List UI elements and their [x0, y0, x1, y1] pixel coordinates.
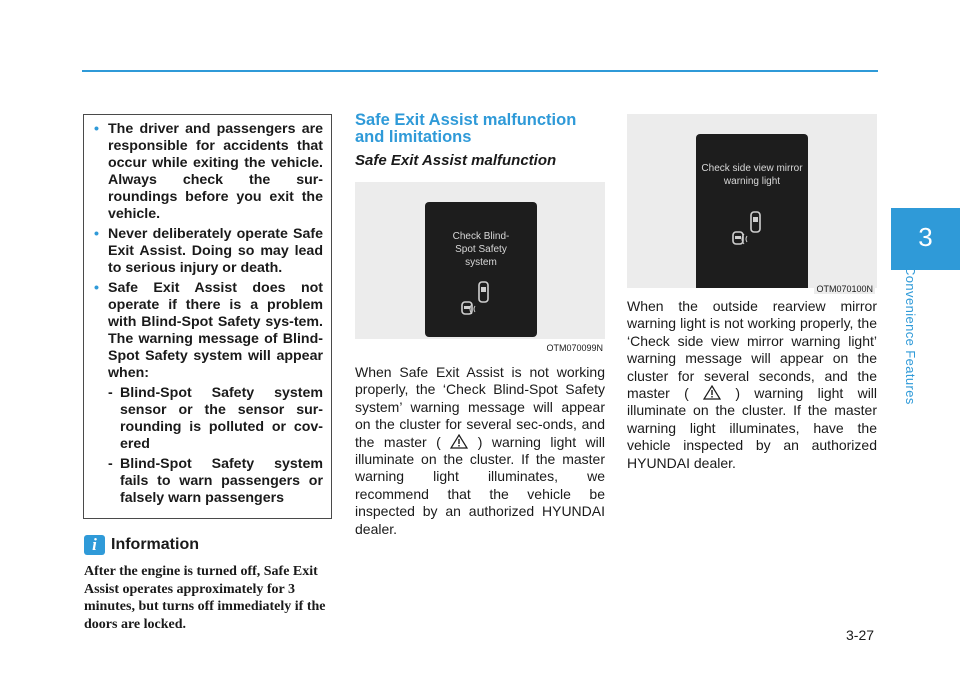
- section-subtitle: Safe Exit Assist malfunction: [355, 152, 557, 169]
- warning-triangle-icon: [450, 434, 468, 449]
- info-title: Information: [111, 536, 199, 553]
- bullet-icon: •: [94, 121, 99, 137]
- warning-list: [88, 121, 323, 507]
- figure-code: OTM070099N: [546, 343, 603, 353]
- info-text: After the engine is turned off, Safe Exit Assist operates approximately for 3 minutes, but turns off immediately if the doors are locked.: [84, 564, 326, 632]
- dash-marker: -: [108, 456, 113, 472]
- warning-box: [83, 114, 332, 519]
- dash-marker: -: [108, 385, 113, 401]
- cluster-message: Check side view mirror warning light: [701, 163, 803, 187]
- warning-item: • Never deliberately operate Safe Exit Assist. Doing so may lead to serious injury or death.: [94, 226, 323, 276]
- cluster-display: [696, 134, 808, 288]
- page-number: 3-27: [846, 627, 875, 643]
- info-icon: i: [84, 535, 105, 555]
- figure-code: OTM070100N: [816, 284, 873, 294]
- chapter-title-vertical: [902, 266, 922, 406]
- warning-triangle-icon: [703, 385, 721, 400]
- section-title: Safe Exit Assist malfunction and limitations: [355, 111, 577, 146]
- paragraph-malfunction: When Safe Exit Assist is not working properly, the ‘Check Blind-Spot Safety system’ warning message will appear on the cluster for several sec-onds, and the master ( ) warning light will illuminate on the cluster. If the master warning light illuminates, we recommend that the vehicle be inspected by an authorized HYUNDAI dealer.: [355, 364, 605, 537]
- warning-item: • Safe Exit Assist does not operate if there is a problem with Blind-Spot Safety sys-tem. The warning message of Blind-Spot Safety system will appear when:: [94, 280, 323, 381]
- warning-item: • The driver and passengers are responsible for accidents that occur while exiting the vehicle. Always check the sur-roundings before you exit the vehicle.: [94, 121, 323, 222]
- chapter-number: 3: [918, 222, 933, 252]
- chapter-title: Convenience Features: [903, 266, 918, 405]
- figure-side-mirror-message: [627, 114, 877, 294]
- bullet-icon: •: [94, 280, 99, 296]
- paragraph-mirror-warning: When the outside rearview mirror warning light is not working properly, the ‘Check side view mirror warning light’ warning message will appear on the cluster for several seconds, and the master ( ) warning light will illuminate on the cluster. If the master warning light illuminates, have the vehicle inspected by an authorized HYUNDAI dealer.: [627, 298, 878, 471]
- chapter-tab: [891, 208, 960, 270]
- warning-subitem: - Blind-Spot Safety system fails to warn passengers or falsely warn passengers: [108, 456, 323, 506]
- warning-subitem: - Blind-Spot Safety system sensor or the sensor sur-rounding is polluted or cov-ered: [108, 385, 323, 452]
- header-rule: [82, 70, 878, 72]
- cluster-message: Check Blind-Spot Safety system: [452, 231, 510, 268]
- cluster-display: [425, 202, 537, 337]
- figure-blind-spot-message: [355, 182, 605, 353]
- bullet-icon: •: [94, 226, 99, 242]
- car-sensor-icon: [696, 134, 808, 288]
- car-sensor-icon: [425, 202, 537, 337]
